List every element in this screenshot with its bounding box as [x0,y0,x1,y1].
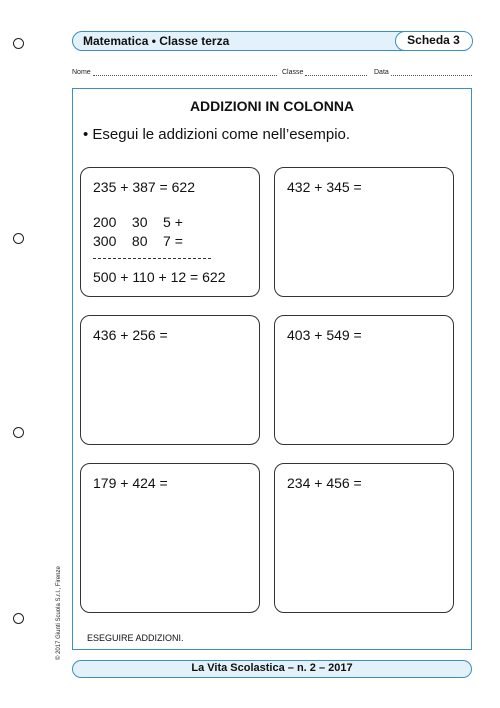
subject-label: Matematica • Classe terza [83,34,230,48]
example-line-1: 235 + 387 = 622 [93,179,195,195]
date-field[interactable] [374,68,472,76]
exercise-box-2[interactable] [80,315,260,445]
date-label: Data [374,69,389,76]
exercise-box-1[interactable] [274,167,454,297]
worksheet-frame [72,88,472,650]
copyright-note: © 2017 Giunti Scuola S.r.l., Firenze [56,566,62,660]
binder-hole-3 [13,427,24,438]
footer-bar: La Vita Scolastica – n. 2 – 2017 [72,660,472,678]
class-line [305,68,367,76]
example-box [80,167,260,297]
binder-hole-1 [13,38,24,49]
class-label: Classe [282,69,304,76]
example-line-4: 500 + 110 + 12 = 622 [93,269,226,285]
exercise-1-text: 432 + 345 = [287,179,362,195]
exercise-box-4[interactable] [80,463,260,613]
exercise-2-text: 436 + 256 = [93,327,168,343]
name-label: Nome [72,69,91,76]
example-line-3: 300 80 7 = [93,233,183,249]
date-line [391,68,472,76]
example-line-2: 200 30 5 + [93,214,183,230]
instruction-text: • Esegui le addizioni come nell’esempio. [83,126,351,143]
exercise-box-3[interactable] [274,315,454,445]
worksheet-title: ADDIZIONI IN COLONNA [189,98,355,114]
exercise-4-text: 179 + 424 = [93,475,168,491]
exercise-box-5[interactable] [274,463,454,613]
exercise-3-text: 403 + 549 = [287,327,362,343]
header-bar [72,31,472,51]
name-field[interactable] [72,68,277,76]
objective-note: ESEGUIRE ADDIZIONI. [87,633,184,643]
sheet-label: Scheda 3 [395,31,473,51]
student-fields [72,68,472,80]
class-field[interactable] [282,68,367,76]
binder-hole-4 [13,613,24,624]
exercise-5-text: 234 + 456 = [287,475,362,491]
name-line [93,68,277,76]
example-separator [93,258,211,259]
binder-hole-2 [13,233,24,244]
